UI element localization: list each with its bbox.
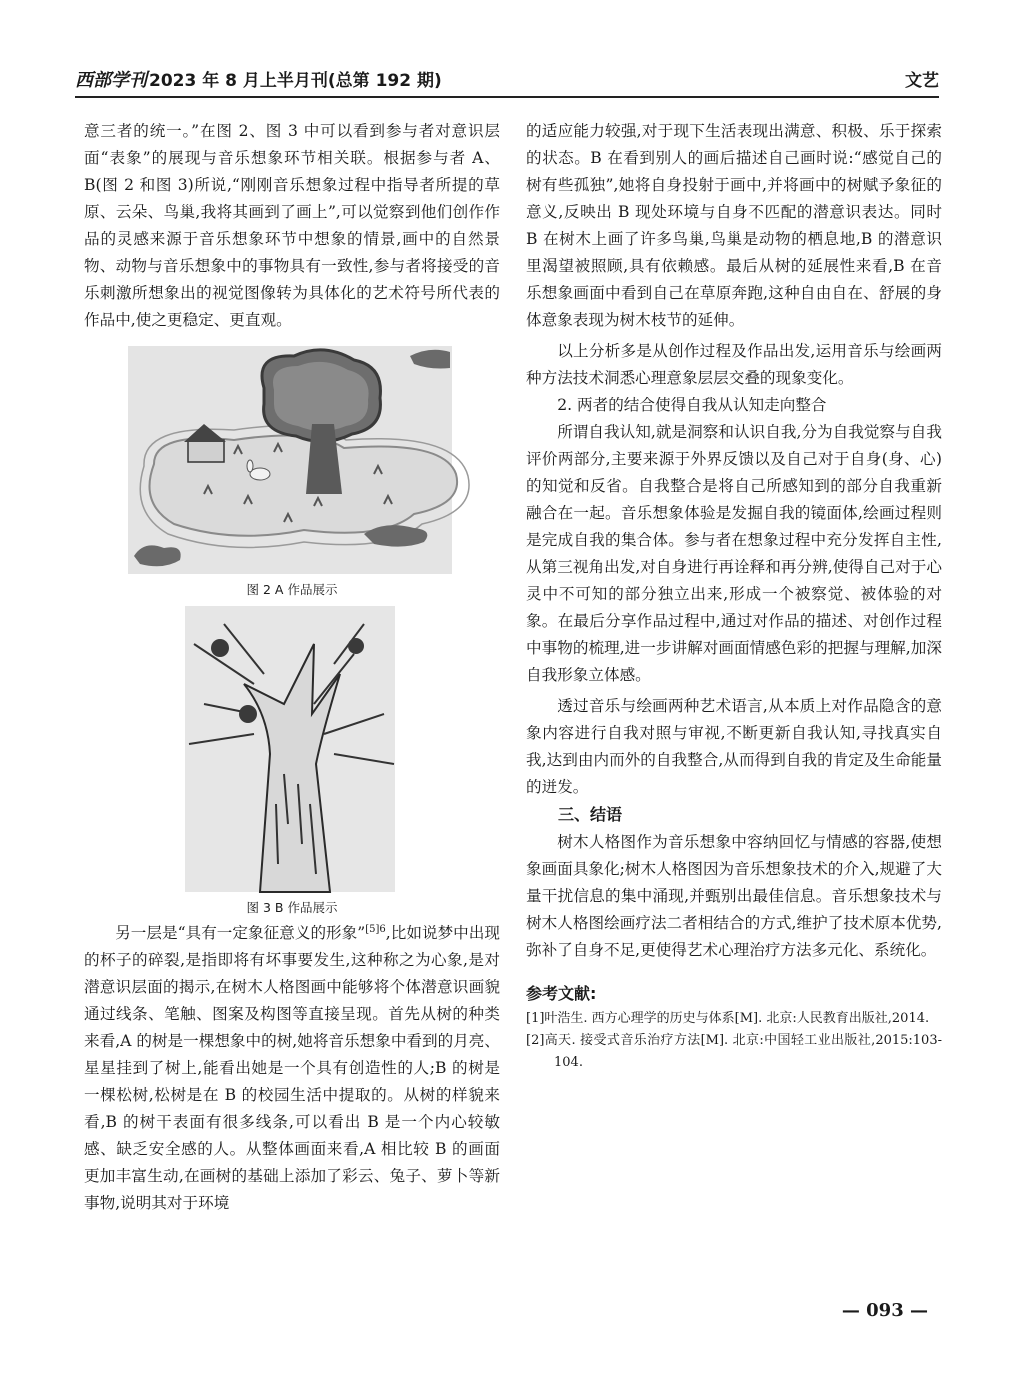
paragraph-text: ,比如说梦中出现的杯子的碎裂,是指即将有坏事要发生,这种称之为心象,是对潜意识层面的揭示,在树木人格图画中能够将个体潜意识画貌通过线条、笔触、图案及构图等直接呈现。首先从树的种类来看,A 的树是一棵想象中的树,她将音乐想象中看到的月亮、星星挂到了树上,能看出她是一个具有创造性的人;B 的树是一棵松树,松树是在 B 的校园生活中提取的。从树的样貌来看,B 的树干表面有很多线条,可以看出 B 是一个内心较敏感、缺乏安全感的人。从整体画面来看,A 相比较 B 的画面更加丰富生动,在画树的基础上添加了彩云、兔子、萝卜等新事物,说明其对于环境: [84, 924, 500, 1212]
reference-item: [1]叶浩生. 西方心理学的历史与体系[M]. 北京:人民教育出版社,2014.: [526, 1011, 930, 1026]
journal-issue: [75, 68, 442, 94]
right-column: [526, 118, 942, 1074]
citation: [5]6: [365, 923, 386, 935]
paragraph: 透过音乐与绘画两种艺术语言,从本质上对作品隐含的意象内容进行自我对照与审视,不断更新自我认知,寻找真实自我,达到由内而外的自我整合,从而得到自我的肯定及生命能量的迸发。: [526, 697, 942, 796]
figure-3-drawing: [84, 604, 500, 894]
reference-item: [2]高天. 接受式音乐治疗方法[M]. 北京:中国轻工业出版社,2015:103-104.: [526, 1033, 942, 1070]
paragraph: [84, 920, 500, 1217]
paragraph: 以上分析多是从创作过程及作品出发,运用音乐与绘画两种方法技术洞悉心理意象层层交叠的现象变化。: [526, 342, 942, 387]
figure-2: [84, 344, 500, 600]
paragraph: 意三者的统一。”在图 2、图 3 中可以看到参与者对意识层面“表象”的展现与音乐想象环节相关联。根据参与者 A、B(图 2 和图 3)所说,“刚刚音乐想象过程中指导者所提的草原、云朵、鸟巢,我将其画到了画上”,可以觉察到他们创作作品的灵感来源于音乐想象环节中想象的情景,画中的自然景物、动物与音乐想象中的事物具有一致性,参与者将接受的音乐刺激所想象出的视觉图像转为具体化的艺术符号所代表的作品中,使之更稳定、更直观。: [84, 122, 500, 329]
running-header: [75, 68, 939, 98]
paragraph-text: 另一层是“具有一定象征意义的形象”: [115, 924, 366, 942]
paragraph: 树木人格图作为音乐想象中容纳回忆与情感的容器,使想象画面具象化;树木人格图因为音乐想象技术的介入,规避了大量干扰信息的集中涌现,并甄别出最佳信息。音乐想象技术与树木人格图绘画疗法二者相结合的方式,维护了技术原本优势,弥补了自身不足,更使得艺术心理治疗方法多元化、系统化。: [526, 833, 942, 959]
references-title: 参考文献:: [526, 984, 597, 1003]
paragraph: 的适应能力较强,对于现下生活表现出满意、积极、乐于探索的状态。B 在看到别人的画后描述自己画时说:“感觉自己的树有些孤独”,她将自身投射于画中,并将画中的树赋予象征的意义,反映出 B 现处环境与自身不匹配的潜意识表达。同时 B 在树木上画了许多鸟巢,鸟巢是动物的栖息地,B 的潜意识里渴望被照顾,具有依赖感。最后从树的延展性来看,B 在音乐想象画面中看到自己在草原奔跑,这种自由自在、舒展的身体意象表现为树木枝节的延伸。: [526, 122, 942, 329]
section-label: 文艺: [905, 71, 939, 91]
figure-3-caption: 图 3 B 作品展示: [246, 900, 338, 915]
left-column: [84, 118, 500, 1217]
journal-logo: 西部学刊: [75, 70, 147, 91]
figure-2-caption: 图 2 A 作品展示: [246, 582, 338, 597]
figure-3: [84, 604, 500, 918]
subsection-heading: 2. 两者的结合使得自我从认知走向整合: [557, 396, 827, 414]
figure-2-drawing: [84, 344, 500, 576]
issue-info: 2023 年 8 月上半月刊(总第 192 期): [149, 71, 442, 91]
paragraph: 所谓自我认知,就是洞察和认识自我,分为自我觉察与自我评价两部分,主要来源于外界反馈以及自己对于自身(身、心)的知觉和反省。自我整合是将自己所感知到的部分自我重新融合在一起。音乐想象体验是发掘自我的镜面体,绘画过程则是完成自我的集合体。参与者在想象过程中充分发挥自主性,从第三视角出发,对自身进行再诠释和再分辨,使得自己对于心灵中不可知的部分独立出来,形成一个被察觉、被体验的对象。在最后分享作品过程中,通过对作品的描述、对创作过程中事物的梳理,进一步讲解对画面情感色彩的把握与理解,加深自我形象立体感。: [526, 423, 942, 684]
section-title: 三、结语: [558, 805, 623, 824]
page-number: — 093 —: [841, 1300, 928, 1321]
